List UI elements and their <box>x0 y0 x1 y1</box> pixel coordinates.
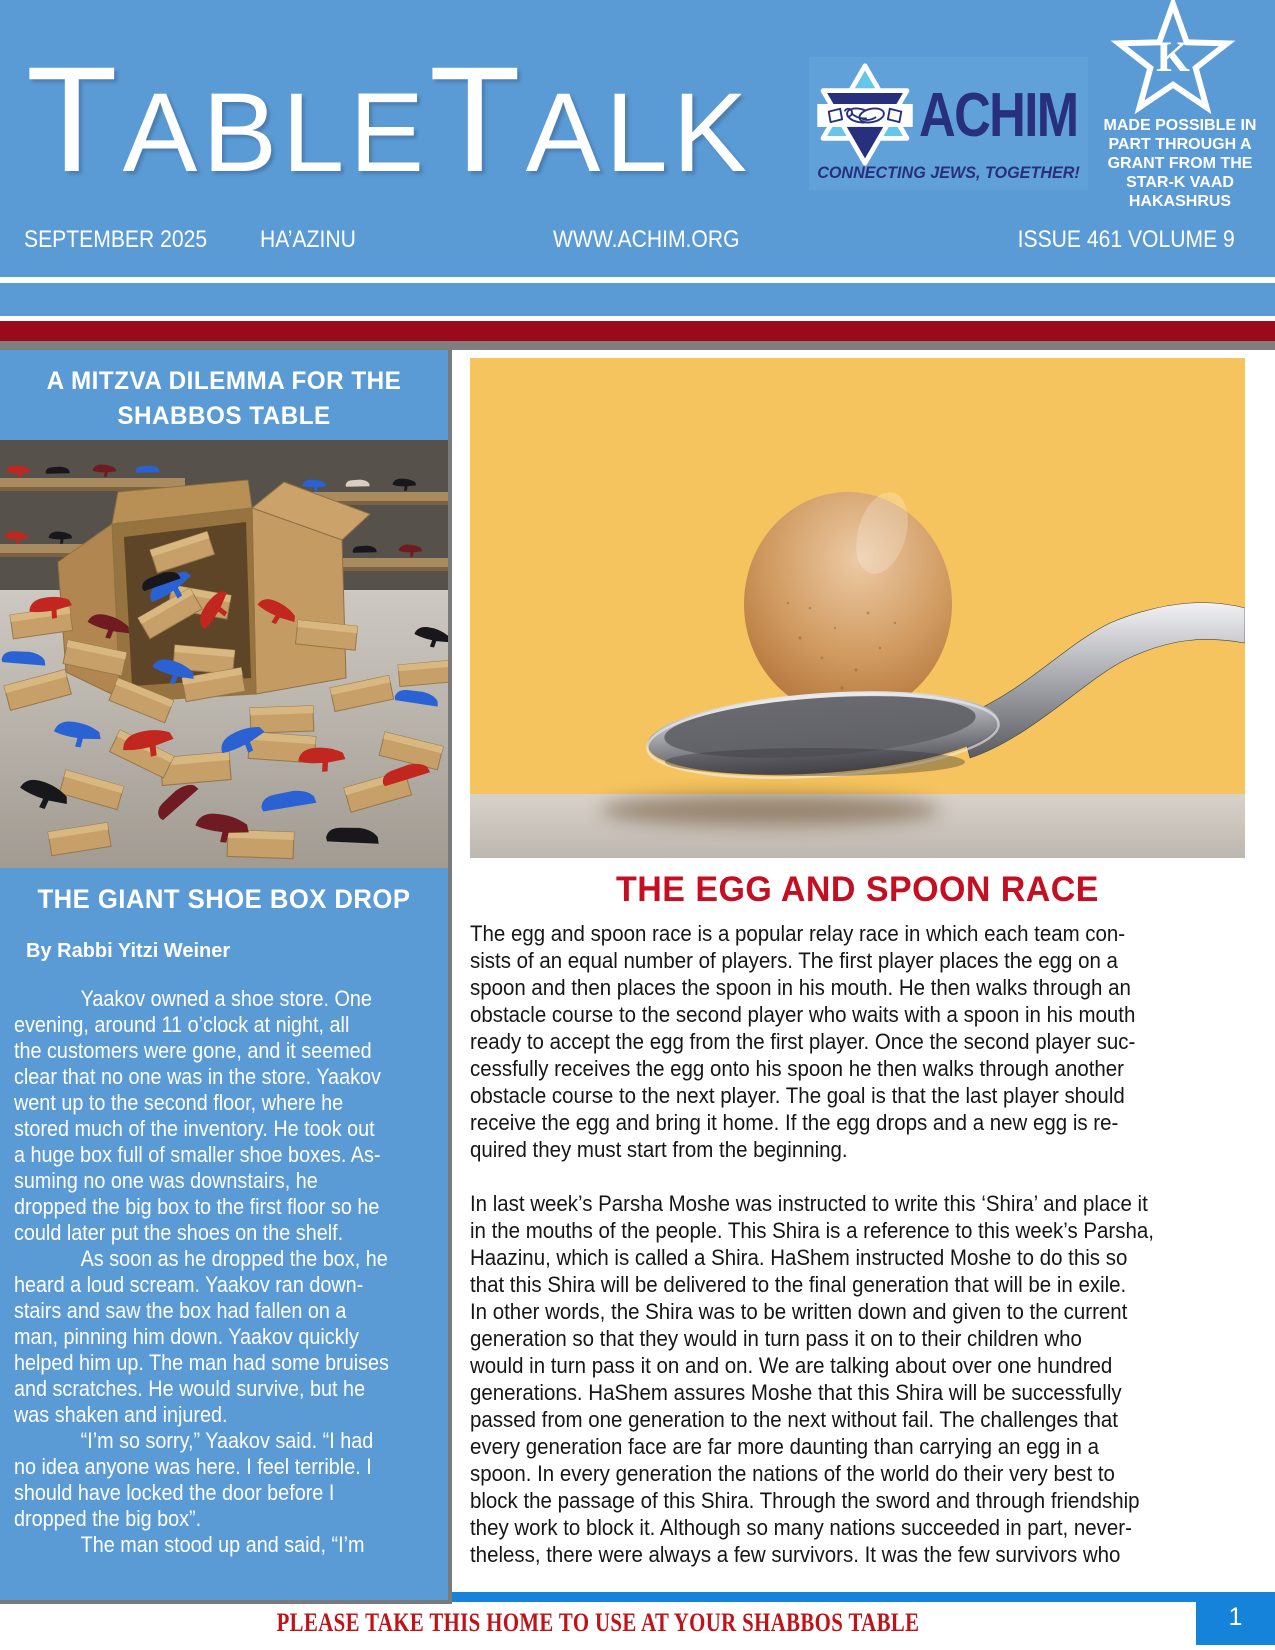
title-letters: ALK <box>525 70 753 195</box>
title-letters: ABLE <box>122 70 430 195</box>
story-paragraph: “I’m so sorry,” Yaakov said. “I had no idea anyone was here. I feel terrible. I should have locked the door before I dropped the big box”. <box>14 1428 374 1531</box>
svg-text:K: K <box>1156 32 1190 81</box>
star-of-david-icon <box>815 62 915 167</box>
divider-stripe <box>0 283 1275 316</box>
issue-volume: ISSUE 461 VOLUME 9 <box>1017 226 1235 253</box>
story-paragraph: Yaakov owned a shoe store. One evening, around 11 o’clock at night, all the customers were gone, and it seemed clear that no one was in the store. Yaakov went up to the second floor, where he stored much of the inventory. He took out a huge box full of smaller shoe boxes. As- suming no one was downstairs, he dropped the big box to the first floor so he could later put the shoes on the shelf. <box>14 986 381 1245</box>
divider-stripe-gray <box>0 341 1275 350</box>
newsletter-title <box>26 35 753 203</box>
grant-note: MADE POSSIBLE IN PART THROUGH A GRANT FROM THE STAR-K VAAD HAKASHRUS <box>1103 117 1257 210</box>
story-paragraph: As soon as he dropped the box, he heard a loud scream. Yaakov ran down- stairs and saw the box had fallen on a man, pinning him down. Yaakov quickly helped him up. The man had some bruises and scratches. He would survive, but he was shaken and injured. <box>14 1246 389 1427</box>
left-panel-title: A MITZVA DILEMMA FOR THE SHABBOS TABLE <box>46 367 402 430</box>
issue-info-row <box>0 226 1275 266</box>
star-k-icon <box>1098 0 1248 128</box>
article-body <box>470 920 1247 1568</box>
achim-wordmark: ACHIM <box>919 81 1078 150</box>
issue-date: SEPTEMBER 2025 <box>24 226 208 253</box>
story-paragraph: The man stood up and said, “I’m <box>80 1532 365 1557</box>
right-article-title: THE EGG AND SPOON RACE <box>616 870 1099 909</box>
egg-on-spoon-photo <box>470 358 1245 858</box>
left-column-panel <box>0 350 452 1604</box>
shoe-store-photo <box>0 440 448 868</box>
footer-accent-bar <box>452 1592 1196 1602</box>
divider-stripe-red <box>0 321 1275 341</box>
page-number: 1 <box>1196 1592 1275 1645</box>
achim-slogan: CONNECTING JEWS, TOGETHER! <box>817 163 1080 182</box>
story-text <box>14 986 441 1558</box>
byline: By Rabbi Yitzi Weiner <box>26 940 231 962</box>
article-paragraph: The egg and spoon race is a popular relay race in which each team con- sists of an equal number of players. The first player places the egg on a spoon and then places the spoon in his mouth. He then walks through an obstacle course to the second player who waits with a spoon in his mouth ready to accept the egg from the first player. Once the second player suc- cessfully receives the egg onto his spoon he then walks through another obstacle course to the next player. The goal is that the last player should receive the egg and bring it home. If the egg drops and a new egg is re- quired they must start from the beginning. <box>470 921 1136 1162</box>
masthead-header <box>0 0 1275 277</box>
article-paragraph: In last week’s Parsha Moshe was instructed to write this ‘Shira’ and place it in the mouths of the people. This Shira is a reference to this week’s Parsha, Haazinu, which is called a Shira. HaShem instructed Moshe to do this so that this Shira will be delivered to the final generation that will be in exile. In other words, the Shira was to be written down and given to the current generation so that they would in turn pass it on to their children who would in turn pass it on and on. We are talking about over one hundred generations. HaShem assures Moshe that this Shira will be successfully passed from one generation to the next without fail. The challenges that every generation face are far more daunting than carrying an egg in a spoon. In every generation the nations of the world do their very best to block the passage of this Shira. Through the sword and through friendship they work to block it. Although so many nations succeeded in part, never- theless, there were always a few survivors. It was the few survivors who <box>470 1191 1154 1567</box>
footer-notice: PLEASE TAKE THIS HOME TO USE AT YOUR SHABBOS TABLE <box>276 1608 920 1637</box>
parsha-name: HA’AZINU <box>260 226 356 253</box>
title-letter: T <box>429 35 526 203</box>
title-letter: T <box>26 35 123 203</box>
website-url: WWW.ACHIM.ORG <box>553 226 740 253</box>
left-article-title: THE GIANT SHOE BOX DROP <box>37 884 411 914</box>
